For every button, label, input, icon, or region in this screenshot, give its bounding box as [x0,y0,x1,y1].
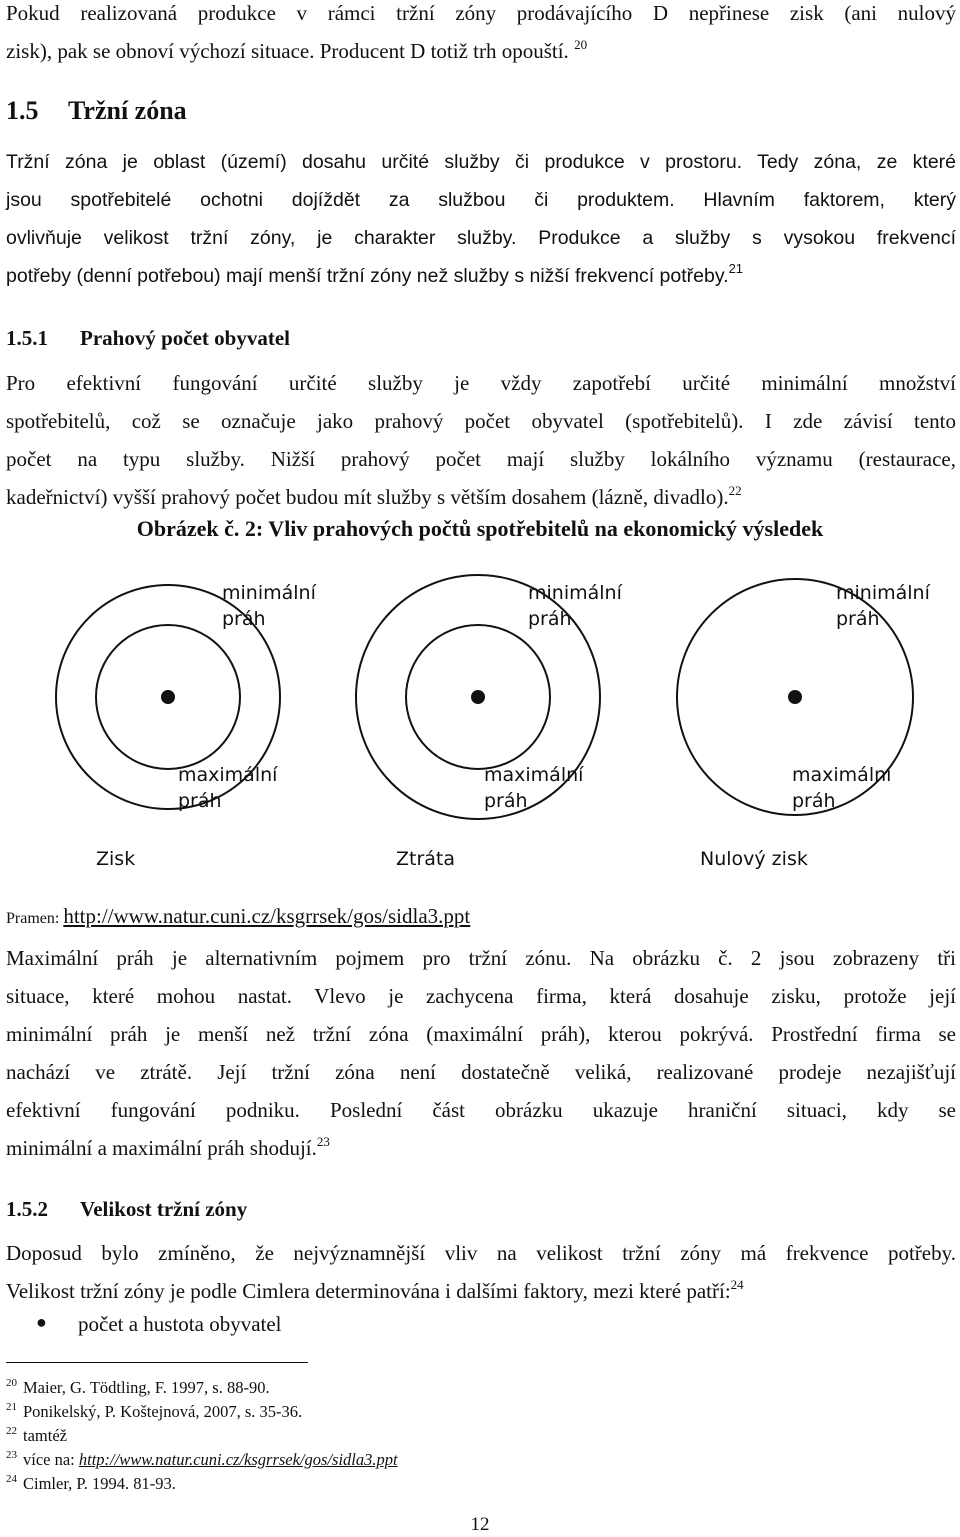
intro-line-2: zisk), pak se obnoví výchozí situace. Producent D totiž trh opouští. $^{20}$ [6,37,588,63]
panel-label-loss: Ztráta [396,848,456,870]
section-heading [6,96,187,126]
footnote-21: $^{21}$ Ponikelský, P. Koštejnová, 2007, s. 35-36. [6,1401,303,1421]
footnote-ref: 21 [728,261,744,276]
footnote-ref: 20 [574,37,588,52]
section-line-1: Tržní zóna je oblast (území) dosahu určité služby či produkce v prostoru. Tedy zóna, ze které [6,151,956,173]
footnote-link[interactable]: http://www.natur.cuni.cz/ksgrrsek/gos/sidla3.ppt [78,1450,398,1469]
max-label-2: práh [178,790,222,812]
min-label-2: práh [836,608,880,630]
subsection-title: Prahový počet obyvatel [80,326,290,350]
subsection2-line-2: Velikost tržní zóny je podle Cimlera determinována i dalšími faktory, mezi které patří:$^{24}$ [6,1277,744,1303]
section-line-3: ovlivňuje velikost tržní zóny, je charakter služby. Produkce a služby s vysokou frekvencí [6,227,956,249]
intro-paragraph [6,0,956,70]
footnote-20: $^{20}$ Maier, G. Tödtling, F. 1997, s. 88-90. [6,1377,270,1397]
panel-label-profit: Zisk [96,848,136,870]
firm-dot [471,690,485,704]
section-title: Tržní zóna [68,96,187,125]
source-link[interactable]: http://www.natur.cuni.cz/ksgrrsek/gos/sidla3.ppt [63,904,471,928]
min-label-2: práh [222,608,266,630]
subsection2-paragraph [6,1234,956,1310]
footnote-ref: 22 [728,483,742,498]
min-label-1: minimální [836,582,930,604]
firm-dot [788,690,802,704]
explanation-line-1: Maximální práh je alternativním pojmem pro tržní zónu. Na obrázku č. 2 jsou zobrazeny tři [6,946,956,970]
footnote-ref: 24 [730,1277,744,1292]
subsection-heading [6,326,290,351]
threshold-figure [0,565,960,885]
footnote-ref: 23 [316,1134,330,1149]
source-label: Pramen: [6,910,60,927]
explanation-line-3: minimální práh je menší než tržní zóna (maximální práh), kterou pokrývá. Prostřední firma se [6,1022,956,1046]
min-label-1: minimální [222,582,316,604]
panel-zero-profit [677,579,931,870]
bullet-text: počet a hustota obyvatel [78,1312,282,1336]
threshold-diagram [0,565,960,885]
footnote-23: $^{23}$ více na: http://www.natur.cuni.cz/ksgrrsek/gos/sidla3.ppt [6,1449,398,1469]
panel-label-zero-profit: Nulový zisk [700,848,808,870]
panel-profit [56,582,317,870]
page-number: 12 [470,1514,490,1535]
subsection2-number: 1.5.2 [6,1197,48,1221]
subsection-line-3: počet na typu služby. Nižší prahový počet mají služby lokálního významu (restaurace, [6,447,956,471]
subsection-line-2: spotřebitelů, což se označuje jako prahový počet obyvatel (spotřebitelů). I zde závisí tento [6,409,956,433]
min-label-1: minimální [528,582,622,604]
firm-dot [161,690,175,704]
subsection2-heading [6,1197,247,1222]
max-label-1: maximální [792,764,892,786]
figure-caption: Obrázek č. 2: Vliv prahových počtů spotřebitelů na ekonomický výsledek [136,516,824,541]
subsection2-title: Velikost tržní zóny [80,1197,248,1221]
section-number: 1.5 [6,96,39,125]
max-label-1: maximální [178,764,278,786]
subsection-number: 1.5.1 [6,326,48,350]
subsection2-line-1: Doposud bylo zmíněno, že nejvýznamnější vliv na velikost tržní zóny má frekvence potřeby. [6,1241,956,1265]
panel-loss [356,575,623,870]
explanation-line-2: situace, které mohou nastat. Vlevo je zachycena firma, která dosahuje zisku, protože její [6,984,956,1008]
subsection-line-4: kadeřnictví) vyšší prahový počet budou mít služby s větším dosahem (lázně, divadlo).$^{22}$ [6,483,742,509]
min-label-2: práh [528,608,572,630]
explanation-line-5: efektivní fungování podniku. Poslední část obrázku ukazuje hraniční situaci, kdy se [6,1098,956,1122]
footnote-separator [6,1362,308,1363]
figure-source [6,904,470,929]
max-label-1: maximální [484,764,584,786]
explanation-line-4: nachází ve ztrátě. Její tržní zóna není dostatečně veliká, realizované prodeje nezajišťují [6,1060,956,1084]
section-paragraph [6,143,956,295]
footnote-22: $^{22}$ tamtéž [6,1425,67,1445]
footnote-24: $^{24}$ Cimler, P. 1994. 81-93. [6,1473,176,1493]
subsection-paragraph [6,364,956,516]
intro-line-1: Pokud realizovaná produkce v rámci tržní zóny prodávajícího D nepřinese zisk (ani nulový [6,1,956,25]
section-line-4: potřeby (denní potřebou) mají menší tržní zóny než služby s nižší frekvencí potřeby.$^{21}$ [6,261,744,287]
max-label-2: práh [484,790,528,812]
max-label-2: práh [792,790,836,812]
explanation-line-6: minimální a maximální práh shodují.$^{23}$ [6,1134,330,1160]
subsection-line-1: Pro efektivní fungování určité služby je vždy zapotřebí určité minimální množství [6,371,956,395]
section-line-2: jsou spotřebitelé ochotni dojíždět za službou či produktem. Hlavním faktorem, který [6,189,957,211]
explanation-paragraph [6,939,956,1167]
bullet-dot-icon: ● [36,1312,47,1332]
